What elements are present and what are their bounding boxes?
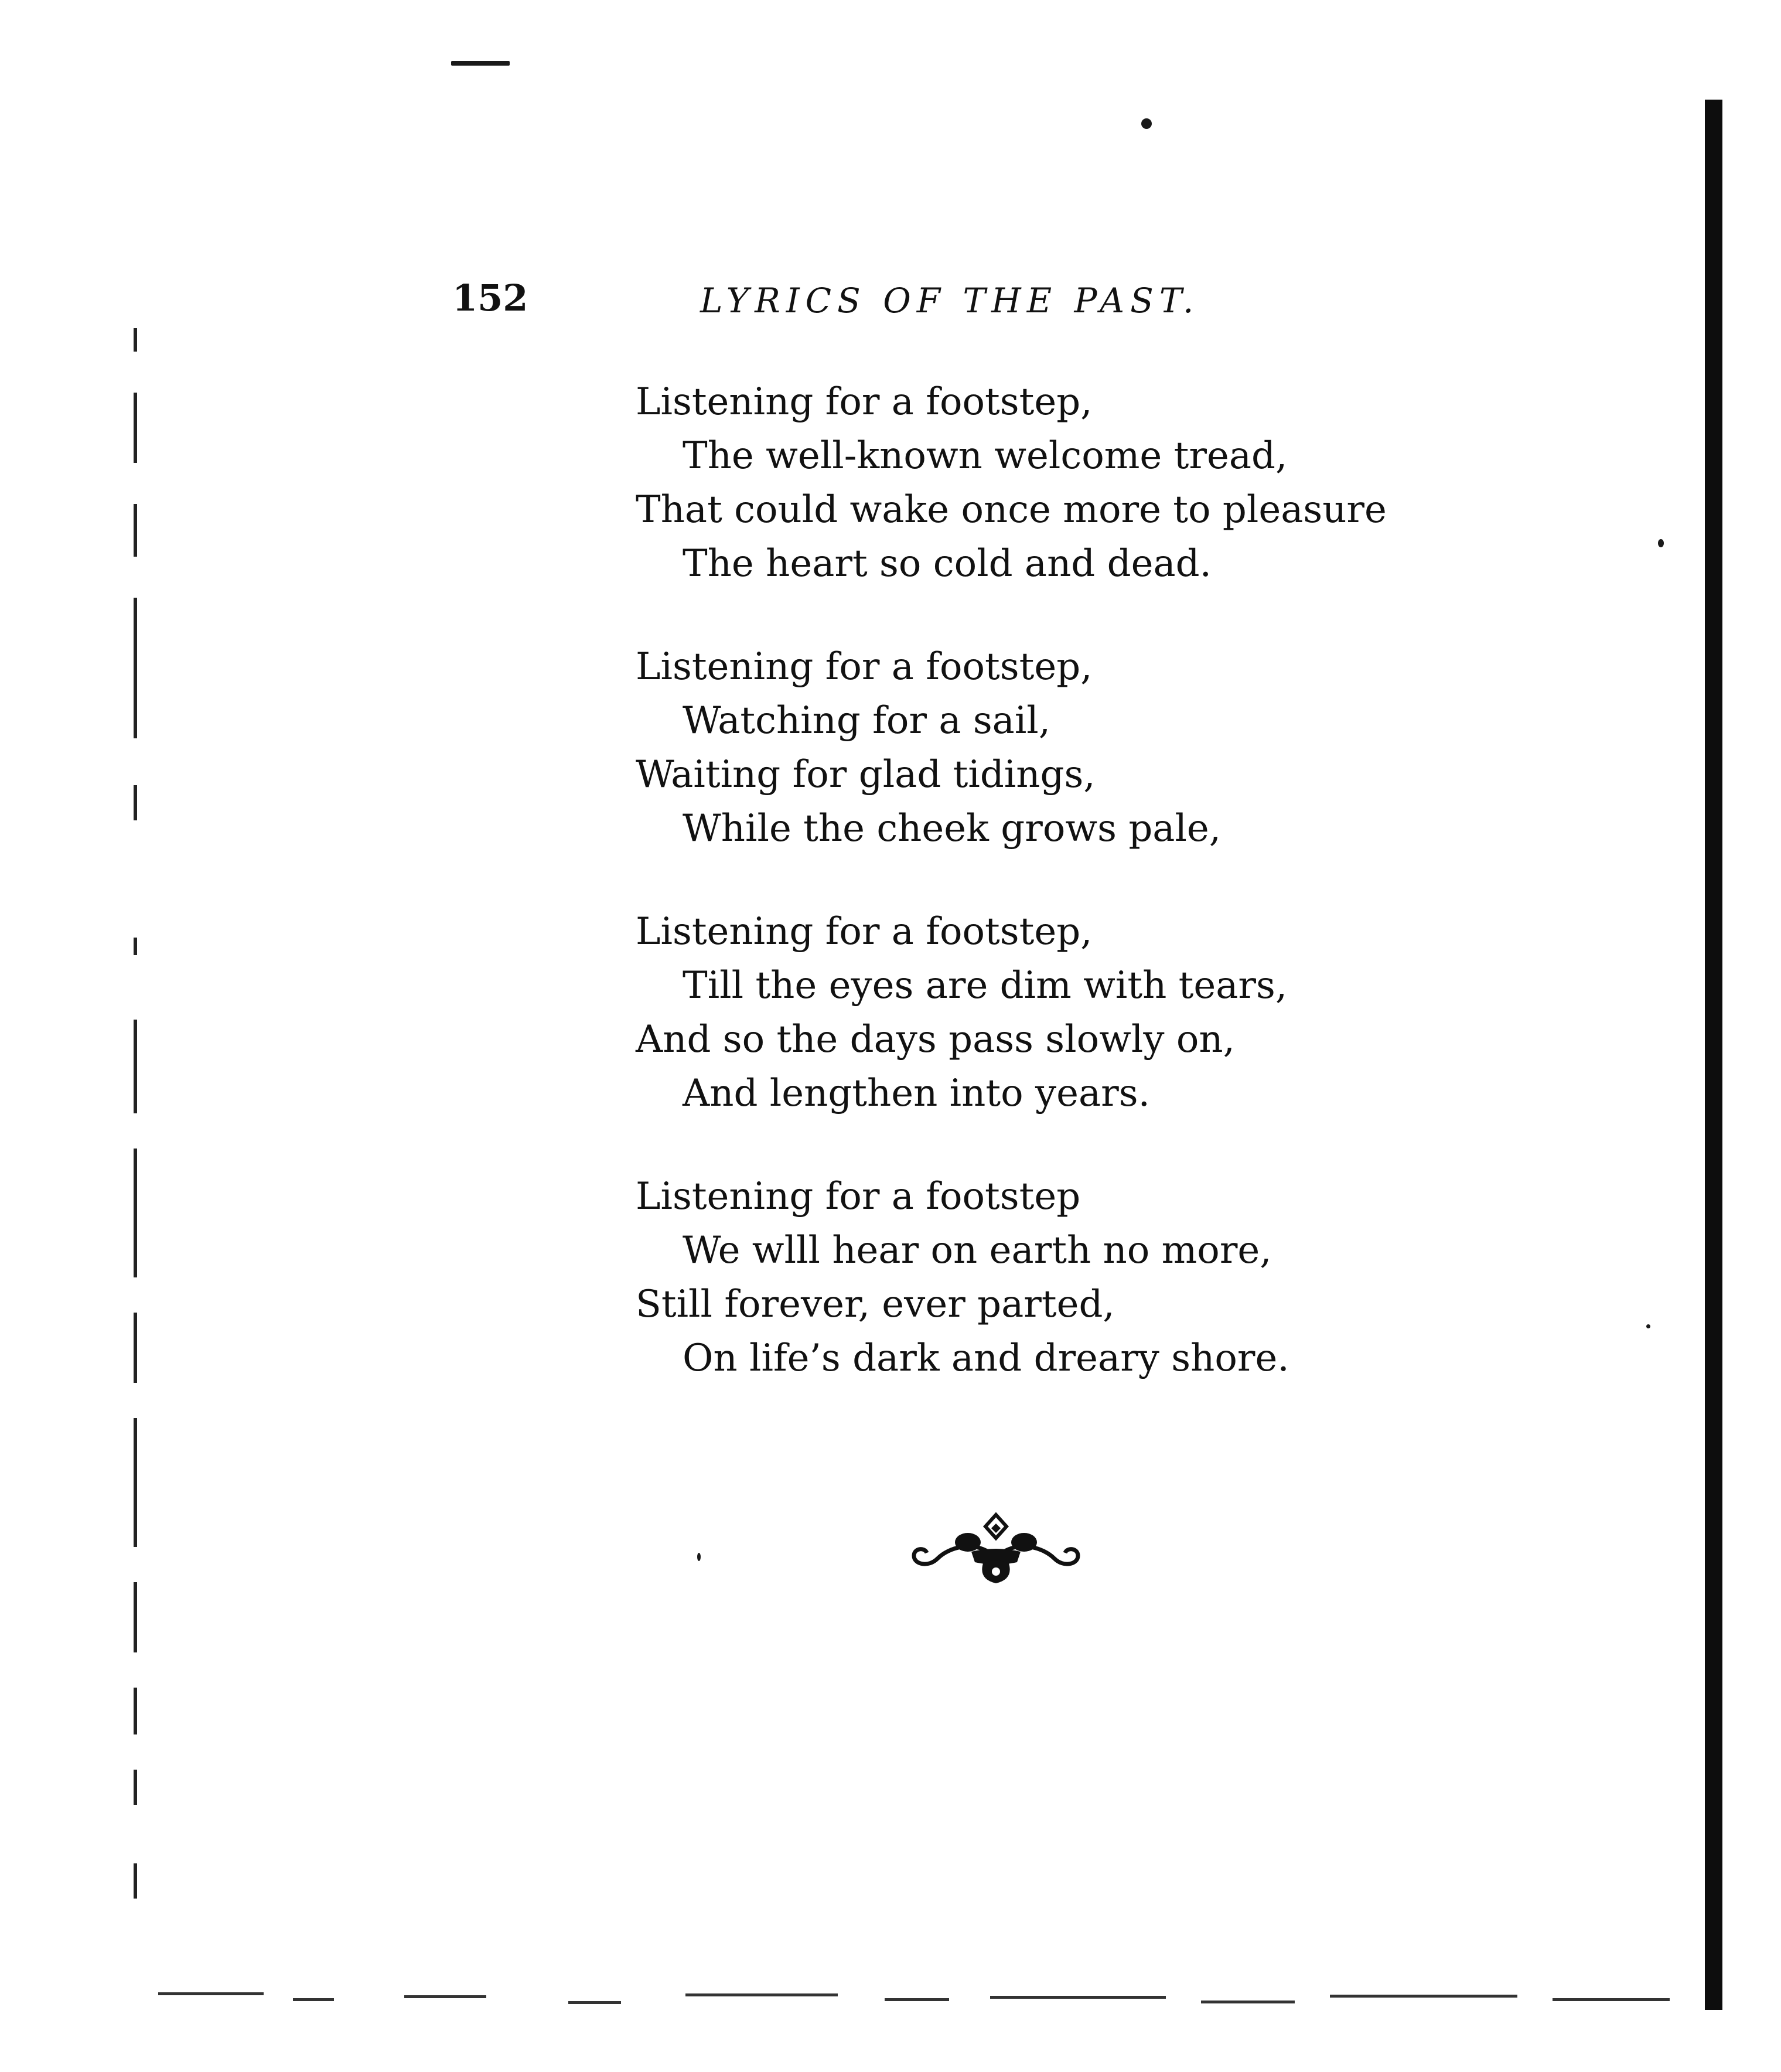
poem-line: Till the eyes are dim with tears, [683, 964, 1288, 1007]
ink-speck [1141, 118, 1152, 129]
stanza [636, 905, 1479, 1120]
poem-line: On life’s dark and dreary shore. [683, 1337, 1289, 1380]
poem-line: The heart so cold and dead. [683, 542, 1212, 585]
poem-line: Listening for a footstep [636, 1175, 1081, 1218]
stanza [636, 1170, 1479, 1385]
poem-line: Watching for a sail, [683, 699, 1051, 742]
poem-line: Listening for a footstep, [636, 645, 1093, 689]
poem-line: While the cheek grows pale, [683, 807, 1222, 850]
stanza [636, 375, 1479, 591]
page-edge-shadow [1705, 100, 1722, 2010]
ink-speck [1646, 1324, 1650, 1328]
page-number: 152 [452, 277, 528, 319]
ink-speck [451, 61, 510, 66]
poem [636, 375, 1479, 1434]
poem-line: And lengthen into years. [683, 1072, 1150, 1115]
stanza [636, 640, 1479, 856]
running-title: LYRICS OF THE PAST. [700, 281, 1200, 321]
poem-line: Listening for a footstep, [636, 910, 1093, 953]
poem-line: Waiting for glad tidings, [636, 753, 1096, 796]
poem-line: Still forever, ever parted, [636, 1283, 1115, 1326]
poem-line: And so the days pass slowly on, [636, 1018, 1235, 1061]
ink-speck [697, 1553, 701, 1561]
ink-speck [1658, 539, 1664, 547]
poem-line: The well-known welcome tread, [683, 434, 1288, 478]
bottom-edge-noise [158, 1981, 1693, 2022]
left-margin-noise [134, 328, 145, 2004]
poem-line: Listening for a footstep, [636, 380, 1093, 424]
poem-line: We wlll hear on earth no more, [683, 1229, 1272, 1272]
fleuron-ornament-icon [902, 1506, 1090, 1594]
poem-line: That could wake once more to pleasure [636, 488, 1387, 531]
